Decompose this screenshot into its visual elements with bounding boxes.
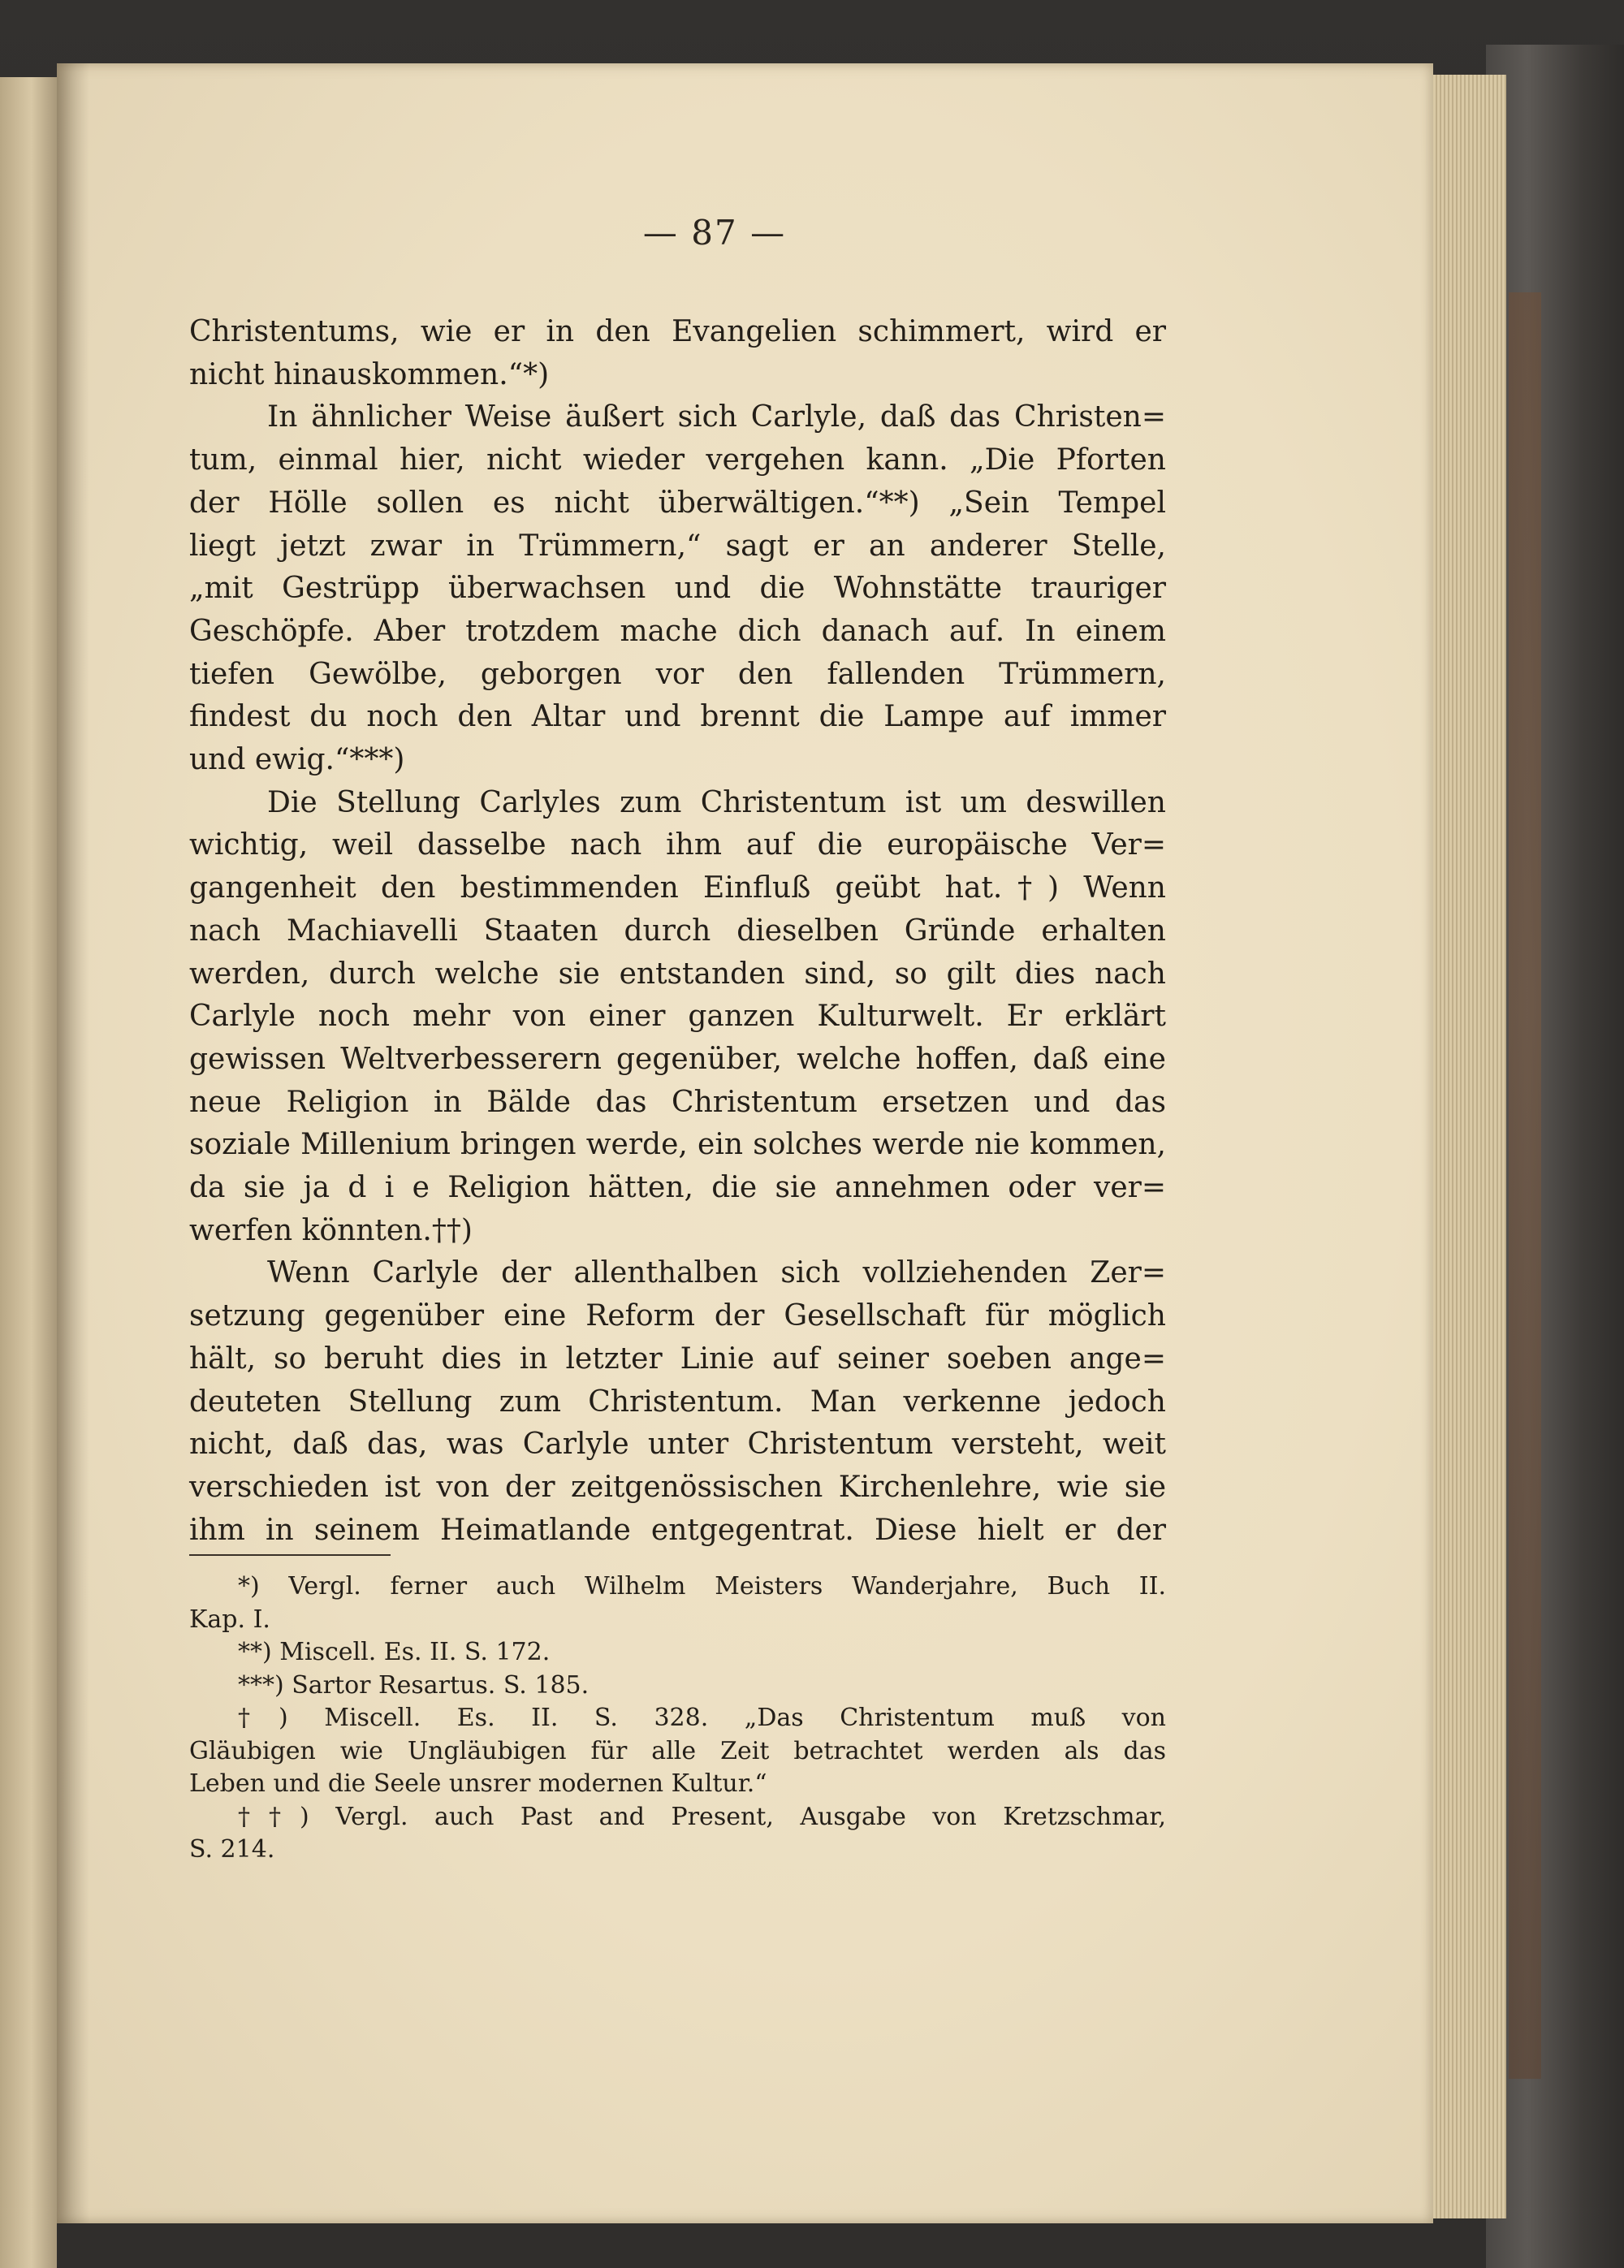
text-line: gangenheit den bestimmenden Einfluß geübt hat.†) Wenn xyxy=(189,871,1166,905)
gutter-shadow xyxy=(57,63,89,2223)
text-line: tum, einmal hier, nicht wieder vergehen kann. „Die Pforten xyxy=(189,443,1166,477)
text-line: werfen könnten.††) xyxy=(189,1213,473,1247)
footnotes xyxy=(189,1570,1166,1867)
page-number: — 87 — xyxy=(642,213,787,253)
text-line: Wenn Carlyle der allenthalben sich vollziehenden Zer= xyxy=(267,1256,1166,1290)
footnote-line: ††) Vergl. auch Past and Present, Ausgabe von Kretzschmar, xyxy=(238,1802,1166,1831)
text-line: gewissen Weltverbesserern gegenüber, welche hoffen, daß eine xyxy=(189,1042,1166,1076)
text-line: soziale Millenium bringen werde, ein solches werde nie kommen, xyxy=(189,1128,1166,1162)
text-line: nicht hinauskommen.“*) xyxy=(189,357,550,391)
text-line: Die Stellung Carlyles zum Christentum ist um deswillen xyxy=(267,785,1166,819)
footnote-line: S. 214. xyxy=(189,1835,275,1864)
book-cover xyxy=(1486,45,1624,2268)
text-line: ihm in seinem Heimatlande entgegentrat. Diese hielt er der xyxy=(189,1513,1166,1547)
text-line: Christentums, wie er in den Evangelien schimmert, wird er xyxy=(189,315,1166,348)
text-line: nicht, daß das, was Carlyle unter Christentum versteht, weit xyxy=(189,1428,1166,1462)
footnote-line: Leben und die Seele unsrer modernen Kultur.“ xyxy=(189,1769,767,1798)
text-line: da sie ja d i e Religion hätten, die sie annehmen oder ver= xyxy=(189,1171,1166,1205)
footnote-line: †) Miscell. Es. II. S. 328. „Das Christentum muß von xyxy=(238,1704,1166,1732)
text-line: Carlyle noch mehr von einer ganzen Kulturwelt. Er erklärt xyxy=(189,1000,1166,1034)
text-line: setzung gegenüber eine Reform der Gesellschaft für möglich xyxy=(189,1299,1166,1333)
footnote-rule xyxy=(189,1554,391,1556)
text-line: „mit Gestrüpp überwachsen und die Wohnstätte trauriger xyxy=(189,572,1166,606)
text-line: tiefen Gewölbe, geborgen vor den fallenden Trümmern, xyxy=(189,657,1166,691)
text-line: wichtig, weil dasselbe nach ihm auf die europäische Ver= xyxy=(189,828,1166,862)
facing-page-edge xyxy=(0,77,57,2268)
text-line: deuteten Stellung zum Christentum. Man verkenne jedoch xyxy=(189,1385,1166,1419)
footnote-line: **) Miscell. Es. II. S. 172. xyxy=(238,1638,551,1666)
text-line: neue Religion in Bälde das Christentum ersetzen und das xyxy=(189,1085,1166,1119)
footnote-line: ***) Sartor Resartus. S. 185. xyxy=(238,1670,590,1700)
text-line: liegt jetzt zwar in Trümmern,“ sagt er an anderer Stelle, xyxy=(189,529,1166,563)
text-line: hält, so beruht dies in letzter Linie auf seiner soeben ange= xyxy=(189,1341,1166,1376)
footnote-line: Kap. I. xyxy=(189,1605,270,1634)
body-text xyxy=(189,311,1166,1552)
text-line: der Hölle sollen es nicht überwältigen.“**) „Sein Tempel xyxy=(189,486,1166,520)
page-edges xyxy=(1429,75,1506,2218)
cover-board xyxy=(1509,292,1541,2079)
text-line: werden, durch welche sie entstanden sind, so gilt dies nach xyxy=(189,957,1166,991)
footnote-line: Gläubigen wie Ungläubigen für alle Zeit betrachtet werden als das xyxy=(189,1736,1166,1765)
text-line: verschieden ist von der zeitgenössischen Kirchenlehre, wie sie xyxy=(189,1470,1166,1504)
text-line: und ewig.“***) xyxy=(189,743,405,777)
text-line: In ähnlicher Weise äußert sich Carlyle, daß das Christen= xyxy=(267,400,1166,434)
text-line: nach Machiavelli Staaten durch dieselben Gründe erhalten xyxy=(189,914,1166,948)
text-line: Geschöpfe. Aber trotzdem mache dich danach auf. In einem xyxy=(189,614,1166,648)
text-line: findest du noch den Altar und brennt die Lampe auf immer xyxy=(189,700,1166,734)
footnote-line: *) Vergl. ferner auch Wilhelm Meisters Wanderjahre, Buch II. xyxy=(238,1572,1166,1601)
